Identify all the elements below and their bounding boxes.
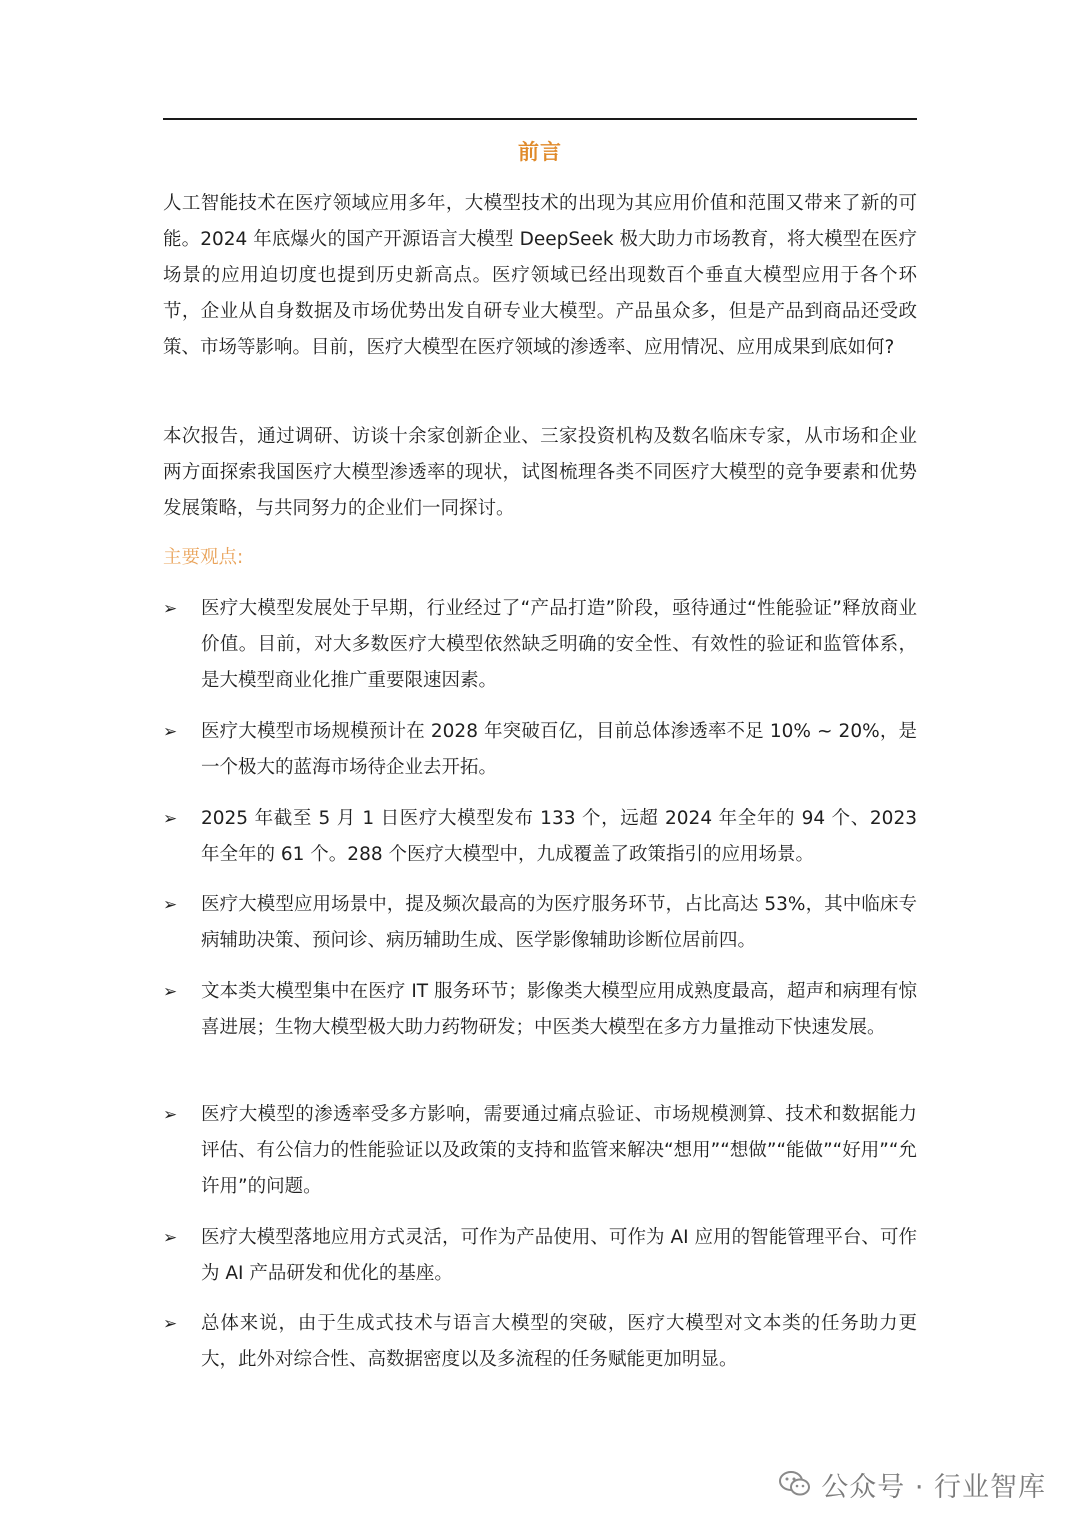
key-point-text: 文本类大模型集中在医疗 IT 服务环节；影像类大模型应用成熟度最高，超声和病理有惊喜进展；生物大模型极大助力药物研发；中医类大模型在多方力量推动下快速发展。: [201, 981, 917, 1038]
bullet-arrow-icon: ➢: [163, 722, 178, 742]
key-point-text: 医疗大模型的渗透率受多方影响，需要通过痛点验证、市场规模测算、技术和数据能力评估、有公信力的性能验证以及政策的支持和监管来解决“想用”“想做”“能做”“好用”“允许用”的问题。: [201, 1104, 917, 1197]
bullet-arrow-icon: ➢: [163, 1314, 178, 1334]
key-point-text: 医疗大模型落地应用方式灵活，可作为产品使用、可作为 AI 应用的智能管理平台、可作为 AI 产品研发和优化的基座。: [201, 1227, 917, 1284]
header-rule: [163, 118, 917, 120]
key-point-text: 总体来说，由于生成式技术与语言大模型的突破，医疗大模型对文本类的任务助力更大，此外对综合性、高数据密度以及多流程的任务赋能更加明显。: [201, 1313, 917, 1370]
bullet-arrow-icon: ➢: [163, 1228, 178, 1248]
bullet-arrow-icon: ➢: [163, 1105, 178, 1125]
intro-paragraph-2: 本次报告，通过调研、访谈十余家创新企业、三家投资机构及数名临床专家，从市场和企业两方面探索我国医疗大模型渗透率的现状，试图梳理各类不同医疗大模型的竞争要素和优势发展策略，与共同努力的企业们一同探讨。: [163, 426, 917, 519]
bullet-arrow-icon: ➢: [163, 895, 178, 915]
key-point-text: 医疗大模型应用场景中，提及频次最高的为医疗服务环节，占比高达 53%，其中临床专病辅助决策、预问诊、病历辅助生成、医学影像辅助诊断位居前四。: [201, 894, 917, 951]
watermark-text: 公众号 · 行业智库: [821, 1471, 1046, 1503]
wechat-watermark: [779, 1464, 1046, 1504]
key-points-heading: 主要观点:: [163, 547, 244, 568]
bullet-arrow-icon: ➢: [163, 599, 178, 619]
intro-paragraph-1: 人工智能技术在医疗领域应用多年，大模型技术的出现为其应用价值和范围又带来了新的可能。2024 年底爆火的国产开源语言大模型 DeepSeek 极大助力市场教育，将大模型在医疗场景的应用迫切度也提到历史新高点。医疗领域已经出现数百个垂直大模型应用于各个环节，企业从自身数据及市场优势出发自研专业大模型。产品虽众多，但是产品到商品还受政策、市场等影响。目前，医疗大模型在医疗领域的渗透率、应用情况、应用成果到底如何?: [163, 193, 917, 358]
bullet-arrow-icon: ➢: [163, 809, 178, 829]
key-point-text: 医疗大模型市场规模预计在 2028 年突破百亿，目前总体渗透率不足 10% ~ 20%，是一个极大的蓝海市场待企业去开拓。: [201, 721, 917, 778]
key-point-text: 2025 年截至 5 月 1 日医疗大模型发布 133 个，远超 2024 年全年的 94 个、2023 年全年的 61 个。288 个医疗大模型中，九成覆盖了政策指引的应用场景。: [201, 808, 917, 865]
wechat-icon: [779, 1470, 811, 1498]
key-point-text: 医疗大模型发展处于早期，行业经过了“产品打造”阶段，亟待通过“性能验证”释放商业价值。目前，对大多数医疗大模型依然缺乏明确的安全性、有效性的验证和监管体系，是大模型商业化推广重要限速因素。: [201, 598, 917, 691]
bullet-arrow-icon: ➢: [163, 982, 178, 1002]
page-title: 前言: [518, 140, 562, 164]
